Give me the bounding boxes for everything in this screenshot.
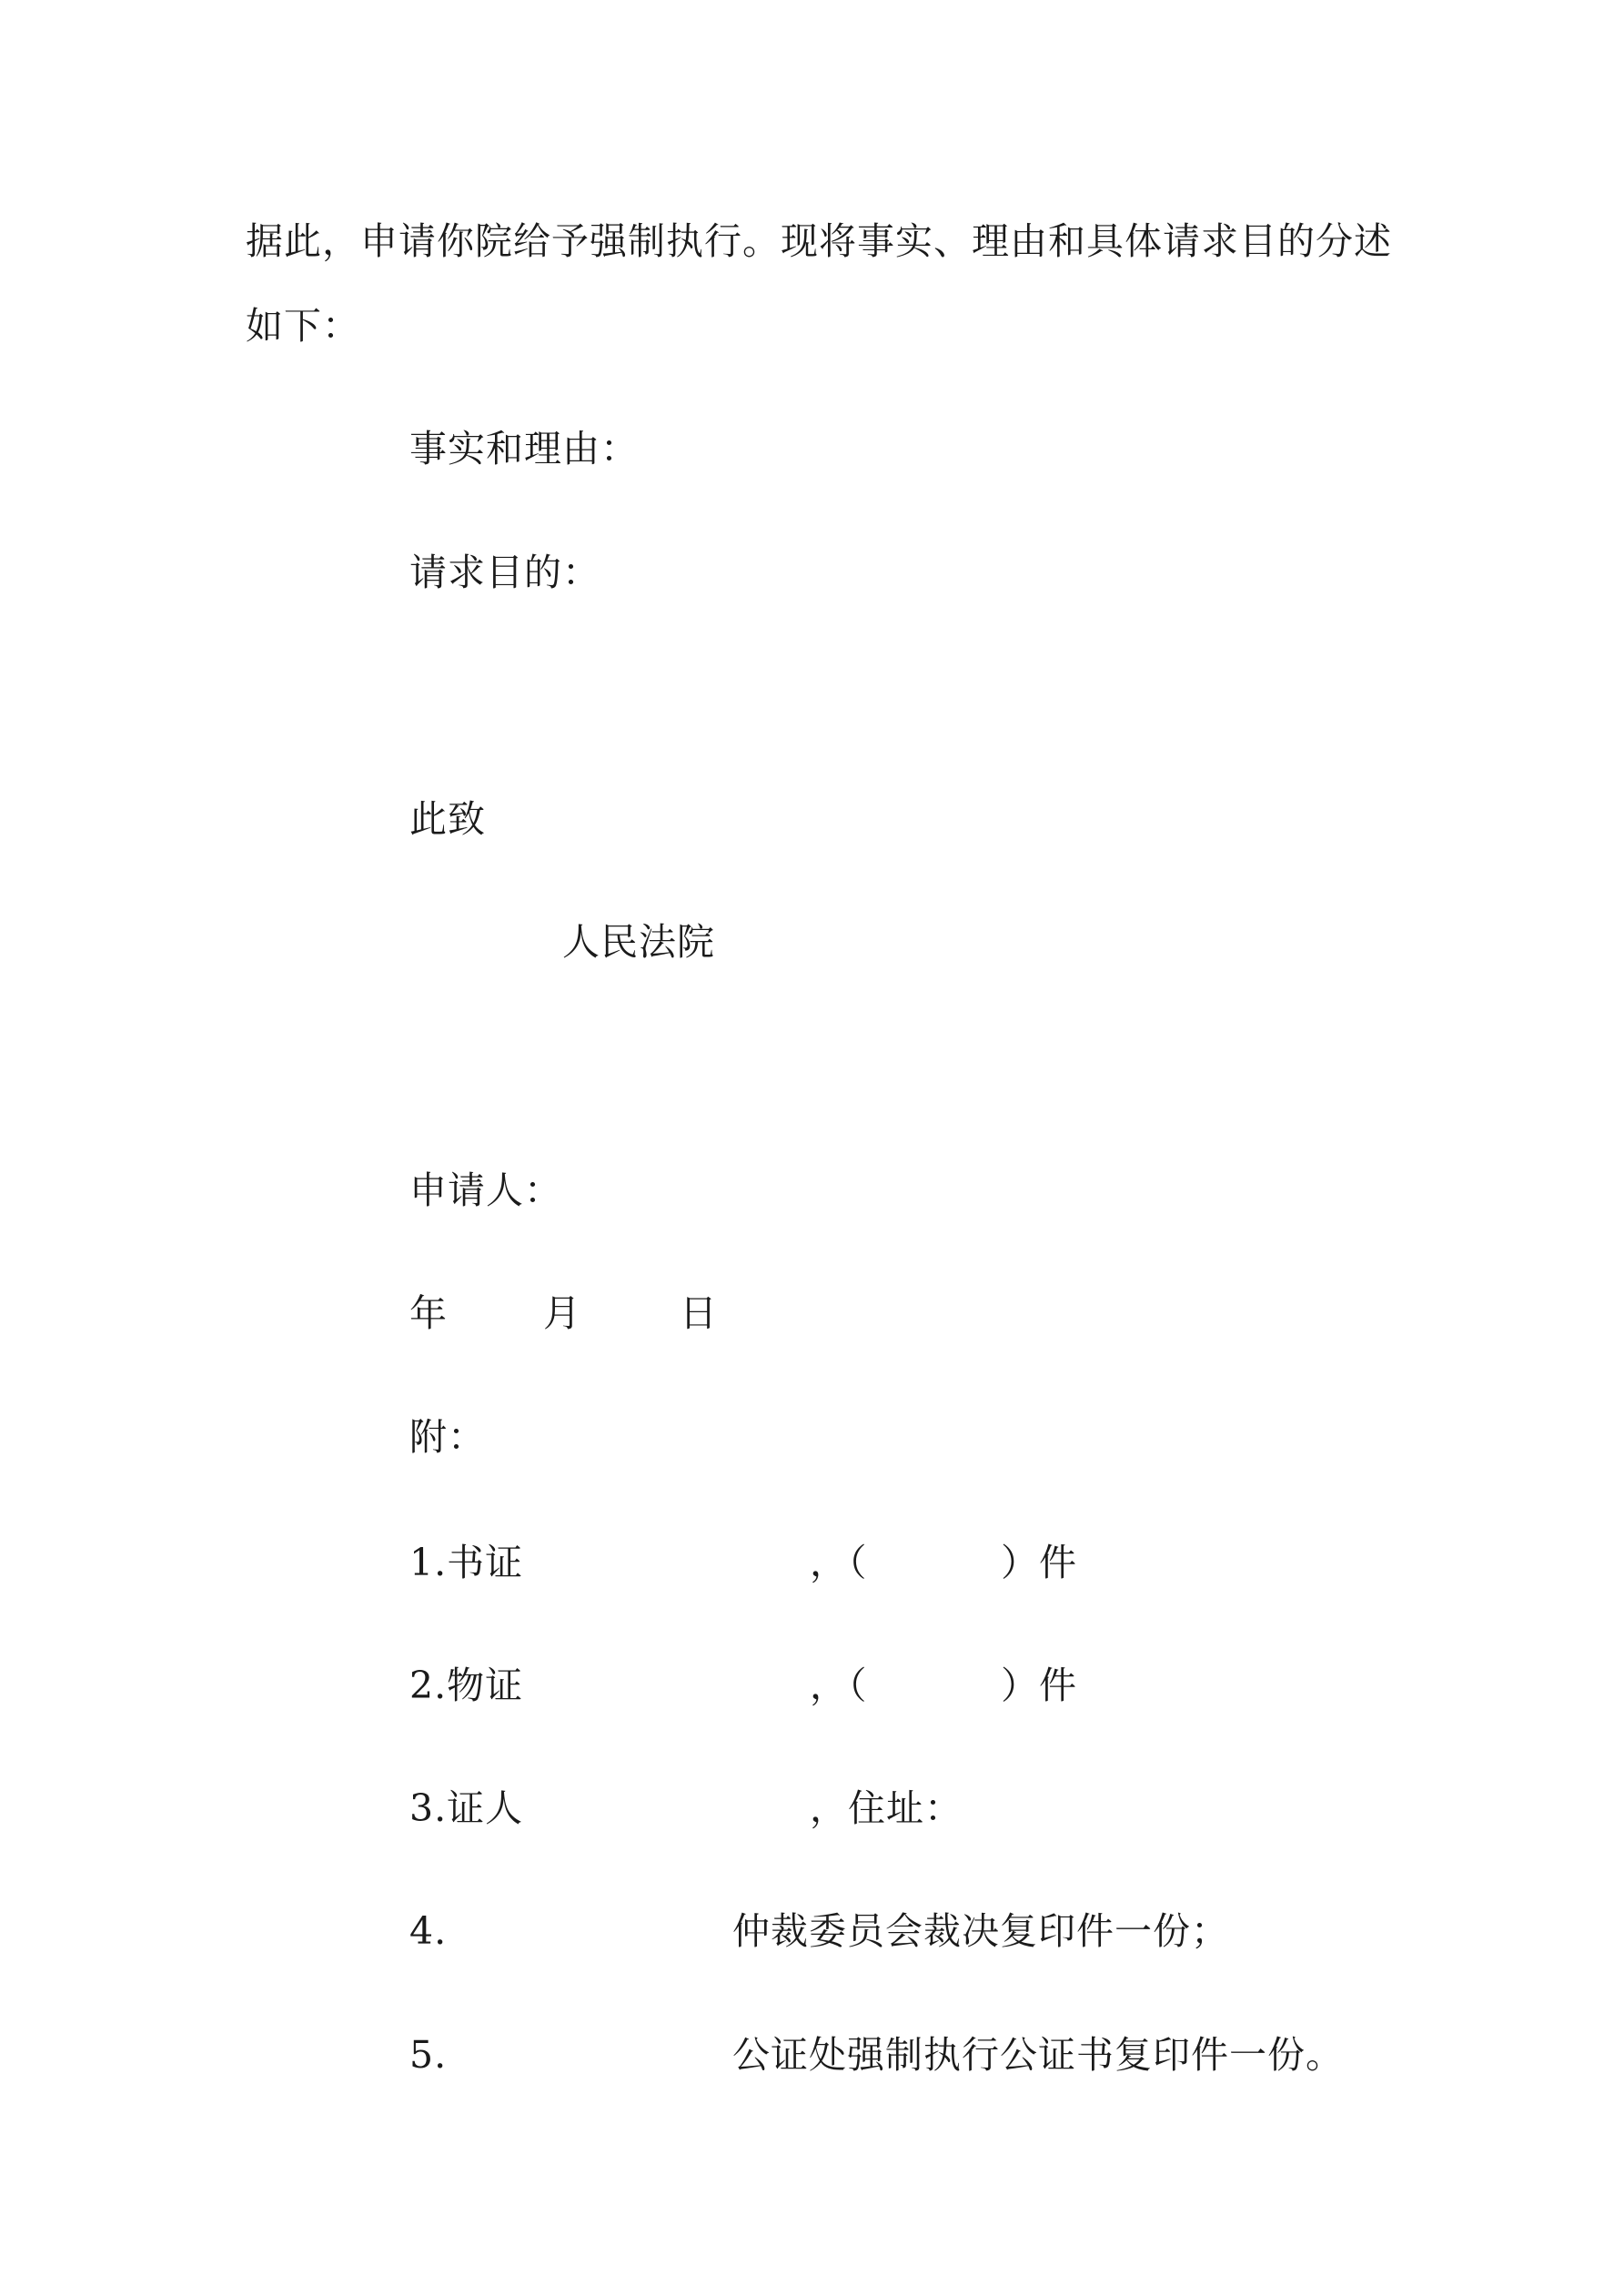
request-label: 请求目的： <box>409 551 600 594</box>
intro-line-2: 如下： <box>246 304 360 348</box>
attachment-item-1 <box>409 1540 1137 1585</box>
attachment-item-3 <box>409 1785 1137 1831</box>
attachment-1-suffix: ）件 <box>1001 1541 1077 1584</box>
date-day: 日 <box>680 1291 718 1335</box>
date-line <box>409 1290 955 1336</box>
attachment-4-prefix: 4. <box>409 1909 448 1953</box>
date-year: 年 <box>409 1291 448 1335</box>
court-name: 人民法院 <box>562 920 715 964</box>
facts-label: 事实和理由： <box>409 427 639 470</box>
attachment-3-prefix: 3.证人 <box>409 1786 524 1830</box>
attachment-1-mid: ，（ <box>810 1541 868 1584</box>
attachments-label: 附： <box>409 1415 486 1459</box>
salutation: 此致 <box>409 797 486 841</box>
attachment-5-text: 公证处强制执行公证书复印件一份。 <box>732 2033 1344 2077</box>
intro-line-1: 据此，申请你院给予强制执行。现将事实、理由和具体请求目的分述 <box>246 219 1392 263</box>
attachment-3-mid: ，住址： <box>810 1786 963 1830</box>
attachment-item-2 <box>409 1663 1137 1708</box>
attachment-item-4 <box>409 1908 1410 1954</box>
attachment-1-prefix: 1.书证 <box>409 1541 524 1584</box>
attachment-5-prefix: 5. <box>409 2033 448 2077</box>
attachment-2-suffix: ）件 <box>1001 1664 1077 1707</box>
attachment-item-5 <box>409 2032 1410 2078</box>
applicant-label: 申请人： <box>409 1168 562 1212</box>
date-month: 月 <box>543 1291 581 1335</box>
attachment-4-text: 仲裁委员会裁决复印件一份； <box>732 1909 1229 1953</box>
attachment-2-mid: ，（ <box>810 1664 868 1707</box>
attachment-2-prefix: 2.物证 <box>409 1664 524 1707</box>
